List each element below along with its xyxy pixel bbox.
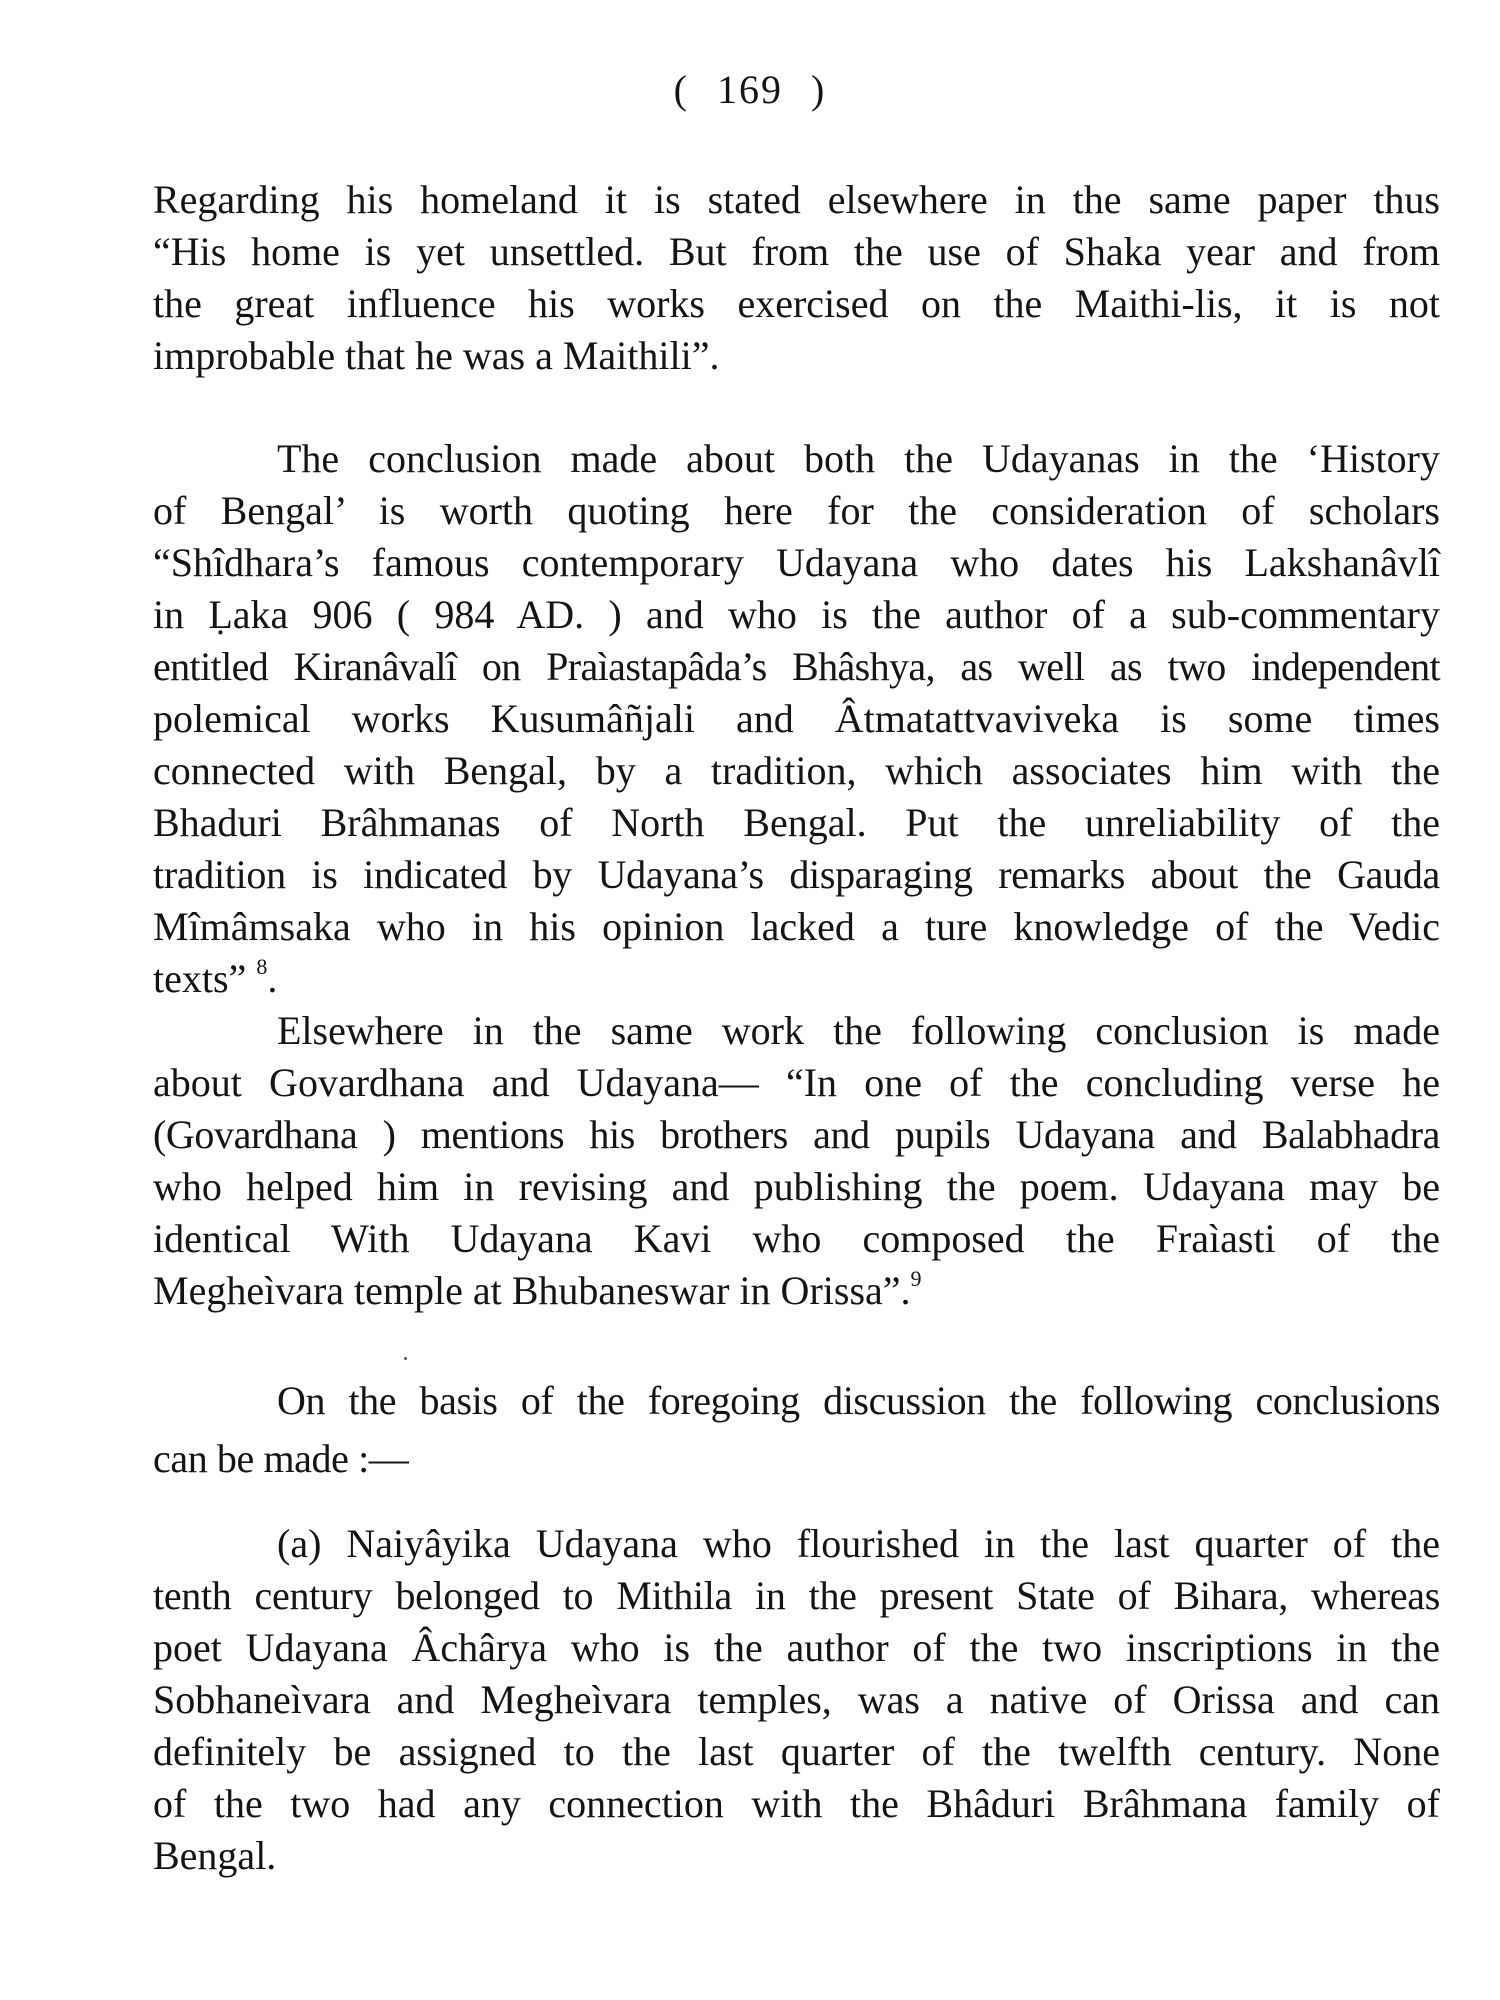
text-line: tradition is indicated by Udayana’s disparaging remarks about the Gauda <box>153 852 1440 897</box>
page-number-open-paren: ( <box>673 67 689 112</box>
text-line: identical With Udayana Kavi who composed the Fraìasti of the <box>153 1216 1440 1261</box>
text-line: poet Udayana Âchârya who is the author of the two inscriptions in the <box>153 1625 1440 1670</box>
text-line: Bengal. <box>153 1833 277 1878</box>
text-line: improbable that he was a Maithili”. <box>153 333 720 378</box>
text-line: entitled Kiranâvalî on Praìastapâda’s Bhâshya, as well as two independent <box>153 644 1440 689</box>
text-line: of Bengal’ is worth quoting here for the consideration of scholars <box>153 488 1440 533</box>
text-line: Elsewhere in the same work the following conclusion is made <box>277 1008 1440 1053</box>
text-line: polemical works Kusumâñjali and Âtmatattvaviveka is some times <box>153 696 1440 741</box>
text-line: The conclusion made about both the Udayanas in the ‘History <box>277 436 1440 481</box>
text-line: who helped him in revising and publishing the poem. Udayana may be <box>153 1164 1440 1209</box>
text-line: On the basis of the foregoing discussion the following conclusions <box>277 1378 1440 1423</box>
text-line-with-footnote <box>153 953 1440 1005</box>
text-line: (Govardhana ) mentions his brothers and pupils Udayana and Balabhadra <box>153 1112 1440 1157</box>
footnote-marker: 9 <box>910 1266 922 1291</box>
text-line: connected with Bengal, by a tradition, which associates him with the <box>153 748 1440 793</box>
text-fragment: texts” <box>153 956 257 1001</box>
text-fragment: Megheìvara temple at Bhubaneswar in Orissa”. <box>153 1268 911 1313</box>
text-line: tenth century belonged to Mithila in the present State of Bihara, whereas <box>153 1573 1440 1618</box>
text-line: “Shîdhara’s famous contemporary Udayana who dates his Lakshanâvlî <box>153 540 1440 585</box>
text-line: Bhaduri Brâhmanas of North Bengal. Put the unreliability of the <box>153 800 1440 845</box>
text-line: Regarding his homeland it is stated elsewhere in the same paper thus <box>153 177 1440 222</box>
page-number-value: 169 <box>717 67 783 112</box>
page-number <box>0 62 1500 118</box>
page-number-close-paren: ) <box>811 67 827 112</box>
text-line: in Ḷaka 906 ( 984 AD. ) and who is the author of a sub-commentary <box>153 592 1440 637</box>
text-line: definitely be assigned to the last quarter of the twelfth century. None <box>153 1729 1440 1774</box>
print-speck <box>404 1357 407 1360</box>
text-line: (a) Naiyâyika Udayana who flourished in the last quarter of the <box>277 1521 1440 1566</box>
text-line: about Govardhana and Udayana— “In one of the concluding verse he <box>153 1060 1440 1105</box>
text-line: Sobhaneìvara and Megheìvara temples, was a native of Orissa and can <box>153 1677 1440 1722</box>
text-line: can be made :— <box>153 1436 409 1481</box>
text-fragment: . <box>267 956 278 1001</box>
text-line: “His home is yet unsettled. But from the use of Shaka year and from <box>153 229 1440 274</box>
text-line: the great influence his works exercised on the Maithi-lis, it is not <box>153 281 1440 326</box>
footnote-marker: 8 <box>256 954 268 979</box>
text-line: Mîmâmsaka who in his opinion lacked a ture knowledge of the Vedic <box>153 904 1440 949</box>
text-line-with-footnote <box>153 1265 1440 1317</box>
text-line: of the two had any connection with the Bhâduri Brâhmana family of <box>153 1781 1440 1826</box>
